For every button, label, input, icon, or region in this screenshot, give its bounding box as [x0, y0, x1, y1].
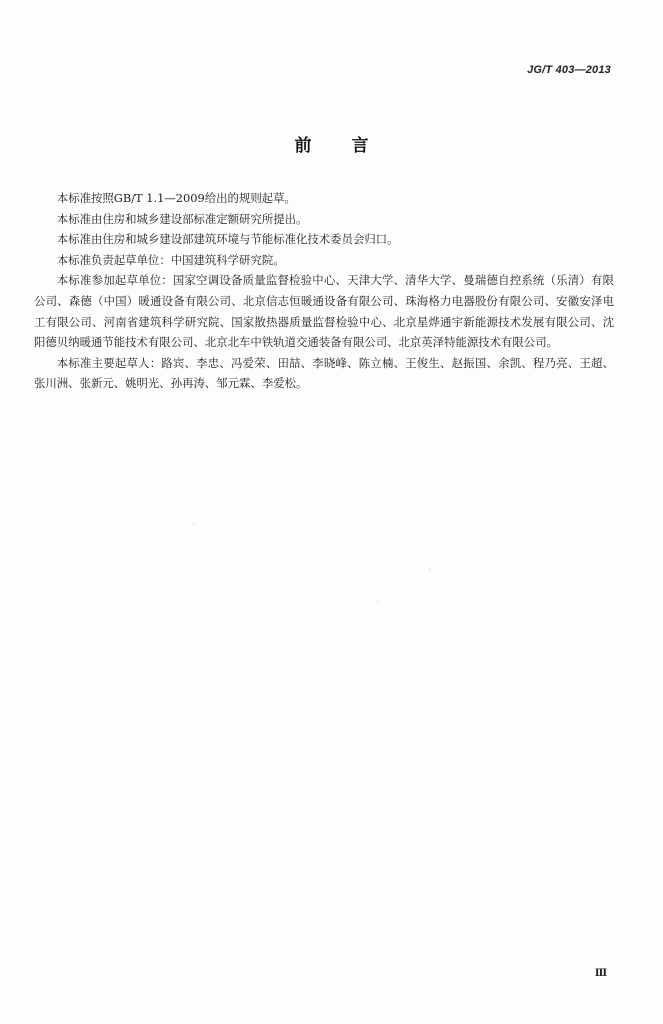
paragraph-drafting-rules: 本标准按照GB/T 1.1—2009给出的规则起草。 [56, 191, 296, 205]
paragraph-participating-units: 本标准参加起草单位：国家空调设备质量监督检验中心、天津大学、清华大学、曼瑞德自控系统（乐清）有限公司、森德（中国）暖通设备有限公司、北京信志恒暖通设备有限公司、珠海格力电器股份有限公司、安徽安泽电工有限公司、河南省建筑科学研究院、国家散热器质量监督检验中心、北京星烨通宇新能源技术发展有限公司、沈阳德贝纳暖通节能技术有限公司、北京北车中铁轨道交通装备有限公司、北京英泽特能源技术有限公司。 [34, 273, 614, 350]
scan-speck [429, 569, 430, 570]
page-title: 前言 [294, 136, 409, 156]
paragraph-proposed-by: 本标准由住房和城乡建设部标准定额研究所提出。 [56, 211, 308, 226]
paragraph-main-drafters: 本标准主要起草人：路宾、李忠、冯爱荣、田喆、李晓峰、陈立楠、王俊生、赵振国、余凯、程乃亮、王超、张川洲、张新元、姚明光、孙再涛、邹元霖、李爱松。 [34, 355, 614, 391]
scan-speck [377, 601, 378, 602]
paragraph-under-jurisdiction: 本标准由住房和城乡建设部建筑环境与节能标准化技术委员会归口。 [56, 232, 399, 247]
scan-speck [193, 524, 194, 525]
paragraph-responsible-drafter: 本标准负责起草单位：中国建筑科学研究院。 [56, 252, 285, 267]
standard-code: JG/T 403—2013 [527, 64, 611, 76]
page-number: Ⅲ [594, 968, 607, 979]
foreword-body [34, 188, 614, 394]
